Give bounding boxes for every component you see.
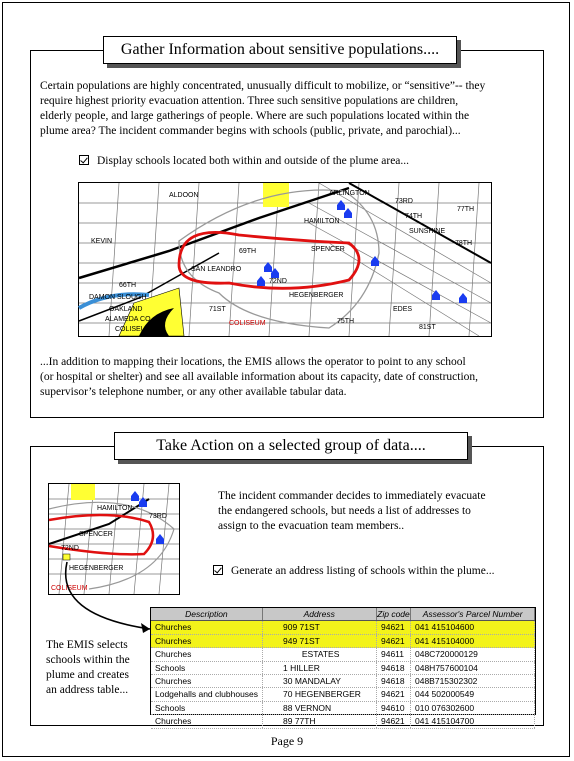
desc-line: the endangered schools, but needs a list of addresses to xyxy=(218,505,471,517)
cell-description: Churches xyxy=(151,675,263,687)
cell-description: Churches xyxy=(151,648,263,660)
arrow-curve xyxy=(66,562,150,629)
school-icon xyxy=(337,200,345,210)
table-row[interactable] xyxy=(151,675,535,688)
cell-address: 949 71ST xyxy=(263,635,377,647)
street-label: DAMON SLOUGH xyxy=(89,294,147,301)
display-schools-option[interactable] xyxy=(79,154,519,169)
cell-description: Churches xyxy=(151,715,263,727)
header-description[interactable]: Description xyxy=(151,608,263,620)
intro-line: elderly people, and large gatherings of people. Where are such populations located within the xyxy=(40,110,470,122)
street-label: 72ND xyxy=(61,545,79,552)
school-icon xyxy=(156,534,164,544)
table-header xyxy=(151,608,535,621)
outro-line: ...In addition to mapping their locations, the EMIS allows the operator to point to any school xyxy=(40,356,466,368)
street-label: 73RD xyxy=(149,513,167,520)
street-label: 75TH xyxy=(337,318,355,325)
page-number: Page 9 xyxy=(270,734,304,748)
school-icon xyxy=(139,497,147,507)
cell-description: Churches xyxy=(151,621,263,633)
cell-zip: 94621 xyxy=(377,621,411,633)
generate-address-label: Generate an address listing of schools within the plume... xyxy=(231,565,495,577)
cell-address: ESTATES xyxy=(263,648,377,660)
street-label: HAMILTON xyxy=(304,218,340,225)
school-icon xyxy=(344,208,352,218)
cell-parcel: 041 415104600 xyxy=(411,621,535,633)
school-icon xyxy=(459,293,467,303)
street-label: COLISEUM xyxy=(51,585,88,592)
generate-address-checkbox[interactable] xyxy=(213,565,223,575)
cell-zip: 94610 xyxy=(377,702,411,714)
cell-zip: 94618 xyxy=(377,662,411,674)
cell-address: 1 HILLER xyxy=(263,662,377,674)
street-label: 73RD xyxy=(395,198,413,205)
cell-address: 909 71ST xyxy=(263,621,377,633)
outro-line: (or hospital or shelter) and see all available information about its capacity, date of construction, xyxy=(40,371,479,383)
section-gather-title: Gather Information about sensitive populations.... xyxy=(103,36,457,64)
street-label: 81ST xyxy=(419,324,436,331)
cell-parcel: 044 502000549 xyxy=(411,688,535,700)
street-label: 78TH xyxy=(455,240,473,247)
park-area xyxy=(71,484,95,500)
gather-intro xyxy=(40,79,540,139)
table-row[interactable] xyxy=(151,702,535,715)
side-line: an address table... xyxy=(46,684,129,696)
table-row[interactable] xyxy=(151,688,535,701)
street-label: OAKLAND xyxy=(109,306,143,313)
cell-parcel: 010 076302600 xyxy=(411,702,535,714)
cell-description: Schools xyxy=(151,662,263,674)
cell-zip: 94618 xyxy=(377,675,411,687)
street-label: COLISEUM xyxy=(229,320,266,327)
header-zip[interactable]: Zip code xyxy=(377,609,410,619)
table-row[interactable] xyxy=(151,715,535,728)
street-label: ARLINGTON xyxy=(329,190,370,197)
street-label: SPENCER xyxy=(311,246,345,253)
intro-line: plume area? The incident commander begins with schools (public, private, and parochial)... xyxy=(40,125,461,137)
street-label: SPENCER xyxy=(79,531,113,538)
address-table[interactable] xyxy=(150,607,536,727)
street-label: ALDOON xyxy=(169,192,199,199)
cell-parcel: 041 415104700 xyxy=(411,715,535,727)
desc-line: The incident commander decides to immediately evacuate xyxy=(218,490,486,502)
header-address[interactable]: Address xyxy=(263,608,377,620)
cell-parcel: 048B715302302 xyxy=(411,675,535,687)
cell-parcel: 048H757600104 xyxy=(411,662,535,674)
street-label: HEGENBERGER xyxy=(289,292,344,299)
side-line: plume and creates xyxy=(46,669,130,681)
side-line: schools within the xyxy=(46,654,130,666)
street-label: ALAMEDA CO. xyxy=(105,316,153,323)
display-schools-checkbox[interactable] xyxy=(79,155,89,165)
street-label: 74TH xyxy=(405,213,423,220)
plume-map-svg xyxy=(79,183,491,336)
intro-line: Certain populations are highly concentrated, unusually difficult to mobilize, or “sensitive”-- they xyxy=(40,80,486,92)
cell-address: 88 VERNON xyxy=(263,702,377,714)
street-label: EDES xyxy=(393,306,413,313)
selection-arrow xyxy=(55,560,165,640)
cell-parcel: 048C720000129 xyxy=(411,648,535,660)
outro-line: supervisor’s telephone number, or any other available tabular data. xyxy=(40,386,347,398)
street-label: 69TH xyxy=(239,248,257,255)
cell-zip: 94621 xyxy=(377,635,411,647)
cell-zip: 94621 xyxy=(377,715,411,727)
street-label: 77TH xyxy=(457,206,475,213)
display-schools-label: Display schools located both within and outside of the plume area... xyxy=(97,155,410,167)
gather-outro xyxy=(40,355,540,400)
desc-line: assign to the evacuation team members.. xyxy=(218,520,405,532)
school-icon xyxy=(131,491,139,501)
school-icon xyxy=(257,276,265,286)
street-label: COLISEUM xyxy=(115,326,152,333)
section-action-title: Take Action on a selected group of data.... xyxy=(114,432,468,460)
table-row[interactable] xyxy=(151,621,535,634)
cell-description: Lodgehalls and clubhouses xyxy=(151,688,263,700)
table-row[interactable] xyxy=(151,635,535,648)
intro-line: require highest priority evacuation attention. Three such sensitive populations are children, xyxy=(40,95,459,107)
cell-parcel: 041 415104000 xyxy=(411,635,535,647)
street-label: HEGENBERGER xyxy=(69,565,124,572)
emis-side-text xyxy=(46,638,156,698)
street-label: SUNSHINE xyxy=(409,228,446,235)
cell-address: 70 HEGENBERGER xyxy=(263,688,377,700)
street-label: KEVIN xyxy=(91,238,113,245)
street-label: 72ND xyxy=(269,278,287,285)
cell-description: Schools xyxy=(151,702,263,714)
table-row[interactable] xyxy=(151,662,535,675)
cell-zip: 94621 xyxy=(377,688,411,700)
generate-address-option[interactable] xyxy=(213,564,533,579)
action-description xyxy=(218,489,538,534)
plume-map xyxy=(78,182,492,337)
table-row[interactable] xyxy=(151,648,535,661)
side-line: The EMIS selects xyxy=(46,639,128,651)
street-label: 66TH xyxy=(119,282,137,289)
street-label: SAN LEANDRO xyxy=(191,266,242,273)
cell-address: 30 MANDALAY xyxy=(263,675,377,687)
cell-description: Churches xyxy=(151,635,263,647)
cell-zip: 94611 xyxy=(377,648,411,660)
school-icon xyxy=(271,268,279,278)
street-label: HAMILTON xyxy=(97,505,133,512)
header-parcel[interactable]: Assessor's Parcel Number xyxy=(411,608,535,620)
street-label: 71ST xyxy=(209,306,226,313)
school-icon xyxy=(264,262,272,272)
cell-address: 89 77TH xyxy=(263,715,377,727)
